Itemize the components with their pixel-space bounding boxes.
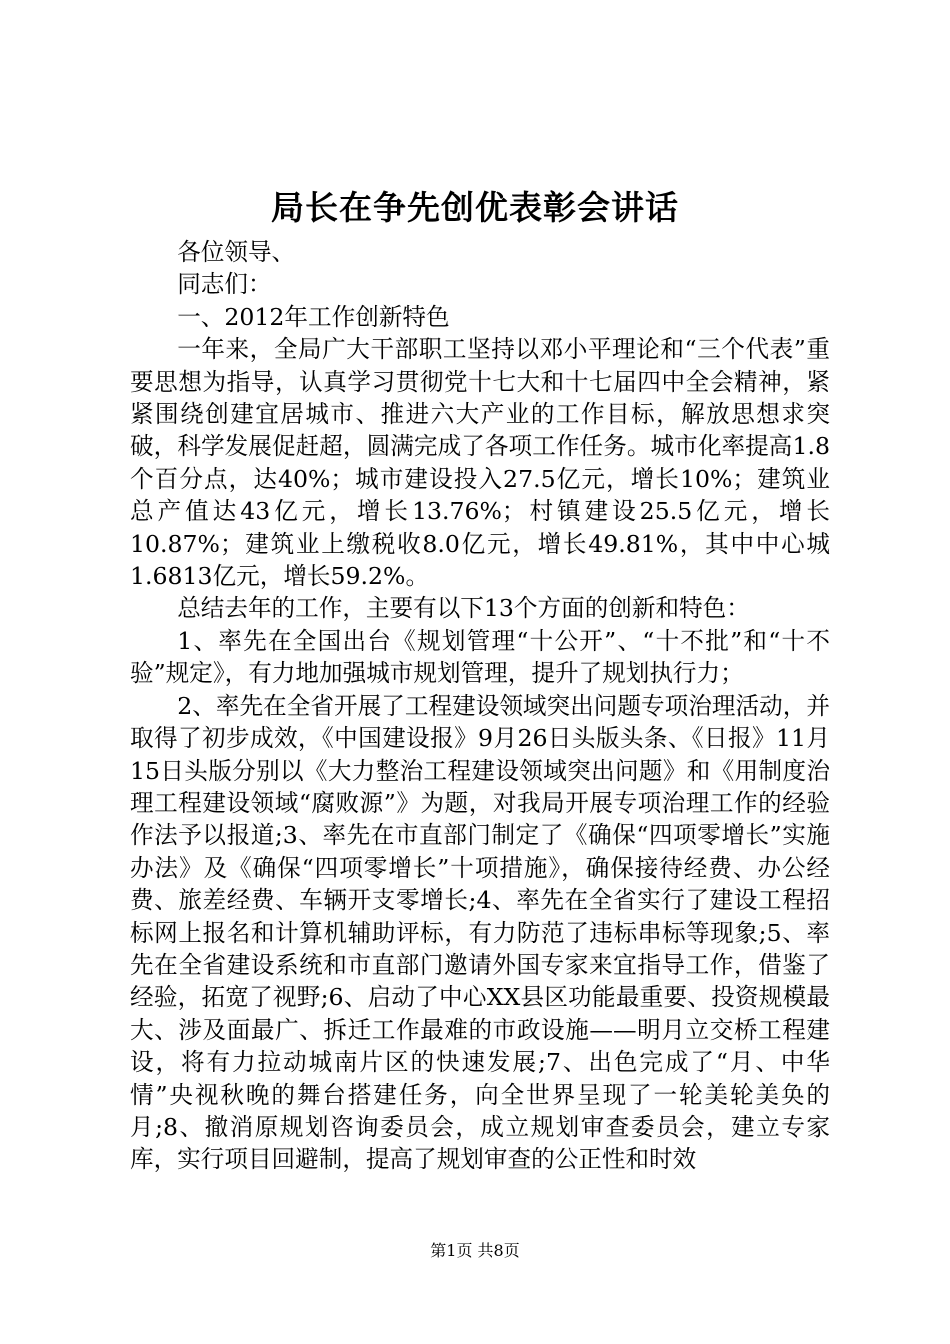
page-footer: 第1页 共8页 xyxy=(430,1241,520,1260)
salutation-line-1: 各位领导、 xyxy=(177,238,296,266)
body-paragraph: 2、率先在全省开展了工程建设领域突出问题专项治理活动，并取得了初步成效，《中国建设报》9月26日头版头条、《日报》11月15日头版分别以《大力整治工程建设领域突出问题》和《用制度治理工程建设领域“腐败源”》为题，对我局开展专项治理工作的经验作法予以报道;3、率先在市直部门制定了《确保“四项零增长”实施办法》及《确保“四项零增长”十项措施》，确保接待经费、办公经费、旅差经费、车辆开支零增长;4、率先在全省实行了建设工程招标网上报名和计算机辅助评标，有力防范了违标串标等现象;5、率先在全省建设系统和市直部门邀请外国专家来宜指导工作，借鉴了经验，拓宽了视野;6、启动了中心XX县区功能最重要、投资规模最大、涉及面最广、拆迁工作最难的市政设施——明月立交桥工程建设，将有力拉动城南片区的快速发展;7、出色完成了“月、中华情”央视秋晚的舞台搭建任务，向全世界呈现了一轮美轮美奂的月;8、撤消原规划咨询委员会，成立规划审查委员会，建立专家库，实行项目回避制，提高了规划审查的公正性和时效 xyxy=(130,691,830,1174)
document-body xyxy=(130,236,830,1176)
body-paragraph: 一年来，全局广大干部职工坚持以邓小平理论和“三个代表”重要思想为指导，认真学习贯彻党十七大和十七届四中全会精神，紧紧围绕创建宜居城市、推进六大产业的工作目标，解放思想求突破，科学发展促赶超，圆满完成了各项工作任务。城市化率提高1.8个百分点，达40%；城市建设投入27.5亿元，增长10%；建筑业总产值达43亿元，增长13.76%；村镇建设25.5亿元，增长10.87%；建筑业上缴税收8.0亿元，增长49.81%，其中中心城1.6813亿元，增长59.2%。 xyxy=(130,335,830,591)
body-paragraph: 总结去年的工作，主要有以下13个方面的创新和特色： xyxy=(177,594,750,623)
document-title: 局长在争先创优表彰会讲话 xyxy=(271,188,679,227)
body-paragraph: 1、率先在全国出台《规划管理“十公开”、“十不批”和“十不验”规定》，有力地加强城市规划管理，提升了规划执行力； xyxy=(130,626,830,688)
section-heading: 一、2012年工作创新特色 xyxy=(177,302,450,331)
salutation-line-2: 同志们： xyxy=(177,270,272,299)
